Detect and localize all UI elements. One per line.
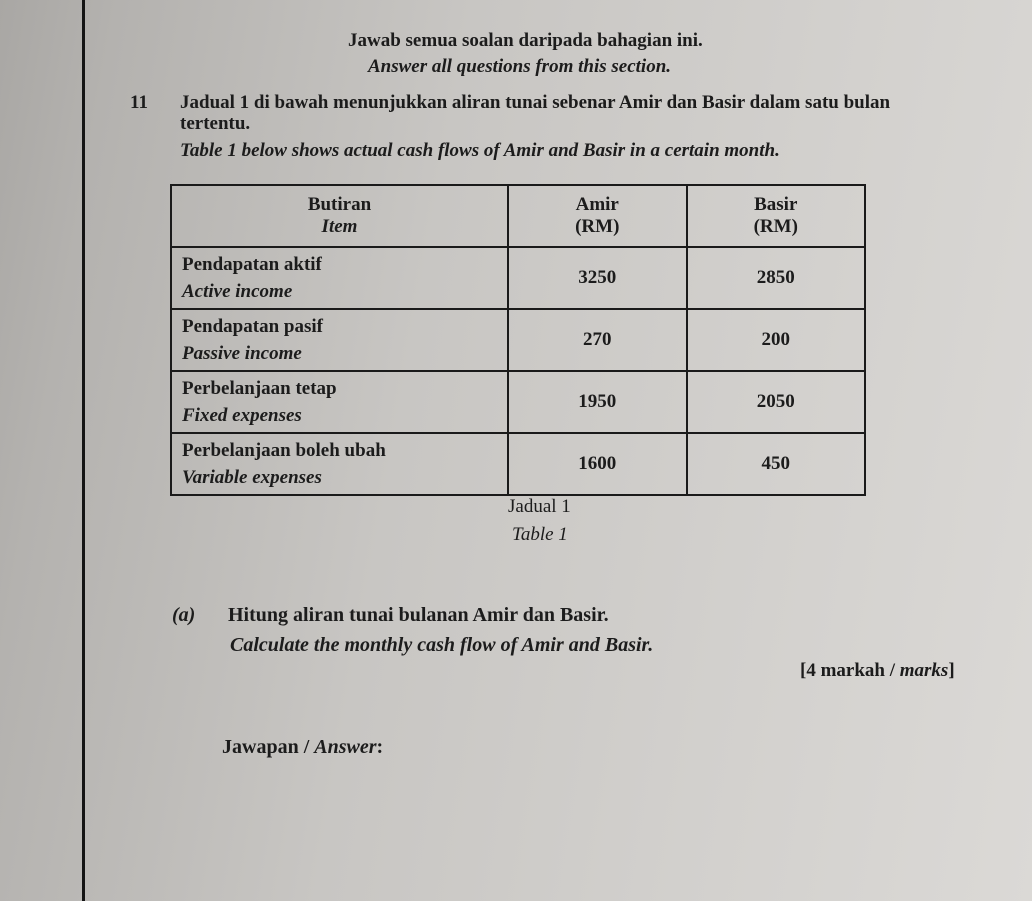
instruction-malay: Jawab semua soalan daripada bahagian ini. <box>348 30 703 51</box>
header-item-english: Item <box>321 216 358 237</box>
question-text-english: Table 1 below shows actual cash flows of Amir and Basir in a certain month. <box>180 140 780 161</box>
answer-label-malay: Jawapan / <box>222 736 315 758</box>
row-amir-value: 270 <box>508 309 687 371</box>
table-row <box>171 309 865 371</box>
row-amir-value: 1600 <box>508 433 687 495</box>
row-item <box>171 433 508 495</box>
question-number: 11 <box>130 92 148 113</box>
row-item-malay: Pendapatan aktif <box>182 254 322 275</box>
part-a-text-english: Calculate the monthly cash flow of Amir and Basir. <box>230 634 654 656</box>
table-caption-english: Table 1 <box>512 524 568 545</box>
table-caption-malay: Jadual 1 <box>508 496 571 517</box>
question-text-malay-cont: tertentu. <box>180 113 251 134</box>
row-basir-value: 2050 <box>687 371 866 433</box>
row-item <box>171 371 508 433</box>
answer-label-english: Answer <box>314 736 377 758</box>
answer-label <box>222 736 383 759</box>
table-header-row <box>171 185 865 247</box>
row-item-english: Fixed expenses <box>182 405 302 426</box>
question-text-malay: Jadual 1 di bawah menunjukkan aliran tunai sebenar Amir dan Basir dalam satu bulan <box>180 92 891 113</box>
header-amir <box>508 185 687 247</box>
row-item-malay: Perbelanjaan tetap <box>182 378 337 399</box>
instruction-english: Answer all questions from this section. <box>368 56 672 77</box>
header-basir-name: Basir <box>754 194 798 215</box>
table-row <box>171 433 865 495</box>
cash-flow-table <box>170 184 866 496</box>
header-amir-name: Amir <box>575 194 619 215</box>
marks-malay: [4 markah / <box>800 660 900 681</box>
row-item-english: Variable expenses <box>182 467 322 488</box>
header-item <box>171 185 508 247</box>
part-a-text-malay: Hitung aliran tunai bulanan Amir dan Basir. <box>228 604 609 626</box>
row-item <box>171 309 508 371</box>
part-a-label: (a) <box>172 604 196 626</box>
marks-english: marks <box>899 660 949 681</box>
row-basir-value: 2850 <box>687 247 866 309</box>
row-basir-value: 200 <box>687 309 866 371</box>
row-item-english: Passive income <box>182 343 302 364</box>
row-item-english: Active income <box>182 281 293 302</box>
header-basir <box>687 185 866 247</box>
marks-close: ] <box>948 660 955 681</box>
row-amir-value: 3250 <box>508 247 687 309</box>
marks-label <box>800 660 955 682</box>
row-item-malay: Perbelanjaan boleh ubah <box>182 440 386 461</box>
header-amir-unit: (RM) <box>575 216 620 237</box>
row-amir-value: 1950 <box>508 371 687 433</box>
row-basir-value: 450 <box>687 433 866 495</box>
row-item <box>171 247 508 309</box>
answer-colon: : <box>376 736 384 758</box>
header-basir-unit: (RM) <box>753 216 798 237</box>
table-row <box>171 247 865 309</box>
row-item-malay: Pendapatan pasif <box>182 316 323 337</box>
page-margin-line <box>82 0 85 901</box>
table-row <box>171 371 865 433</box>
header-item-malay: Butiran <box>307 194 372 215</box>
